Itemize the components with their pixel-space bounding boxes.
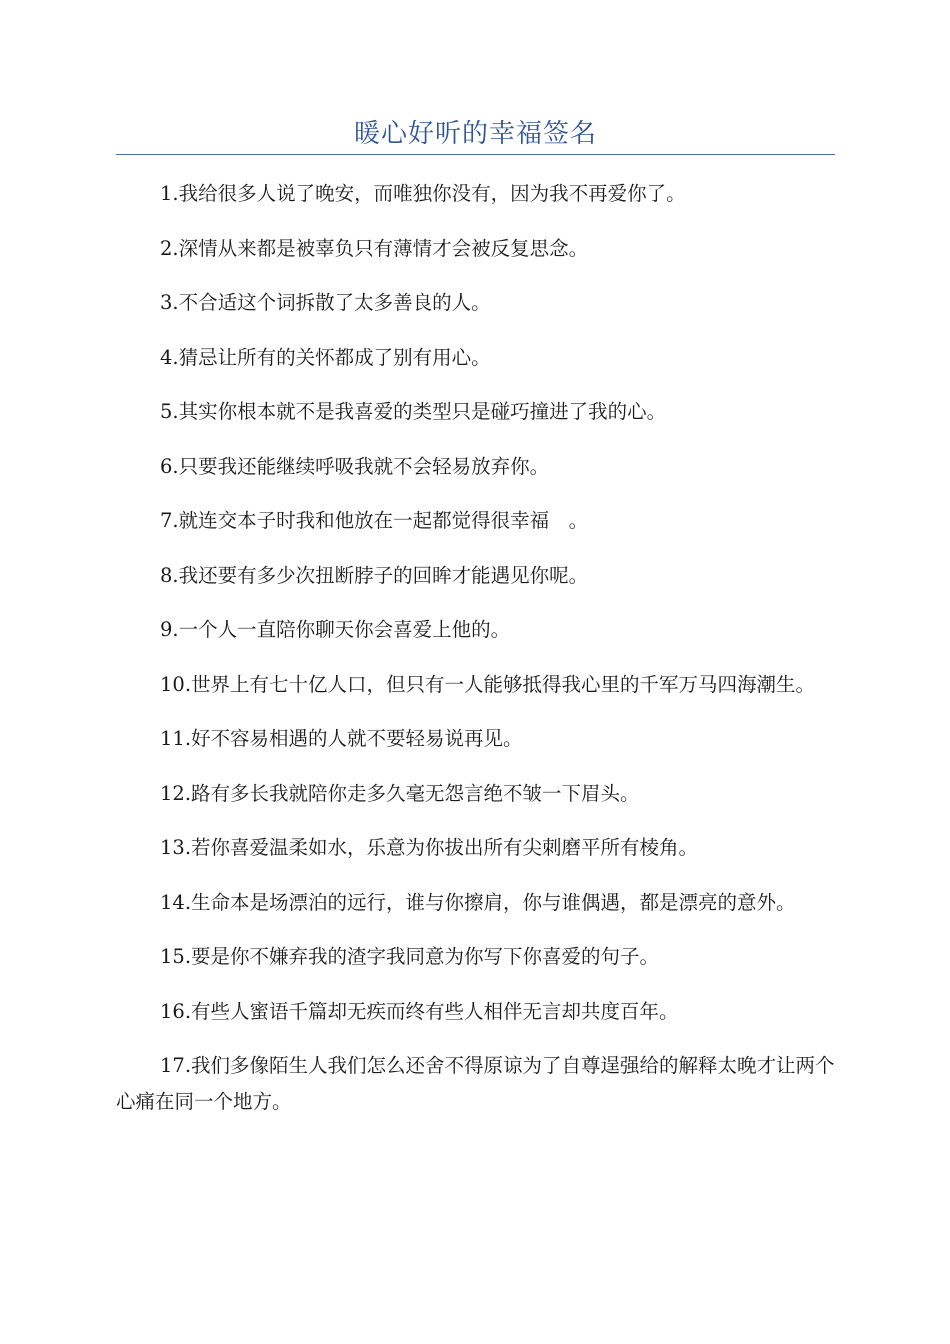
list-item: 3.不合适这个词拆散了太多善良的人。 [160, 291, 491, 314]
list-item: 2.深情从来都是被辜负只有薄情才会被反复思念。 [160, 236, 589, 260]
list-item: 8.我还要有多少次扭断脖子的回眸才能遇见你呢。 [160, 563, 589, 587]
list-item: 17.我们多像陌生人我们怎么还舍不得原谅为了自尊逞强给的解释太晚才让两个心痛在同一个地方。 [116, 1054, 835, 1113]
list-item: 12.路有多长我就陪你走多久毫无怨言绝不皱一下眉头。 [160, 781, 640, 805]
list-item: 15.要是你不嫌弃我的渣字我同意为你写下你喜爱的句子。 [160, 945, 660, 968]
list-item: 10.世界上有七十亿人口，但只有一人能够抵得我心里的千军万马四海潮生。 [160, 672, 816, 696]
list-item: 7.就连交本子时我和他放在一起都觉得很幸福 。 [160, 509, 589, 532]
list-item: 5.其实你根本就不是我喜爱的类型只是碰巧撞进了我的心。 [160, 400, 667, 423]
list-item: 6.只要我还能继续呼吸我就不会轻易放弃你。 [160, 454, 550, 478]
list-item: 16.有些人蜜语千篇却无疾而终有些人相伴无言却共度百年。 [160, 999, 679, 1023]
list-item: 13.若你喜爱温柔如水，乐意为你拔出所有尖刺磨平所有棱角。 [160, 836, 699, 859]
title-underline [116, 154, 835, 155]
list-item: 9.一个人一直陪你聊天你会喜爱上他的。 [160, 618, 511, 641]
list-item: 4.猜忌让所有的关怀都成了别有用心。 [160, 345, 491, 369]
document-title: 暖心好听的幸福签名 [353, 119, 597, 149]
list-item: 1.我给很多人说了晚安，而唯独你没有，因为我不再爱你了。 [160, 182, 686, 205]
list-item: 14.生命本是场漂泊的远行，谁与你擦肩，你与谁偶遇，都是漂亮的意外。 [160, 890, 796, 914]
signature-list [116, 176, 835, 1139]
list-item: 11.好不容易相遇的人就不要轻易说再见。 [160, 727, 523, 750]
